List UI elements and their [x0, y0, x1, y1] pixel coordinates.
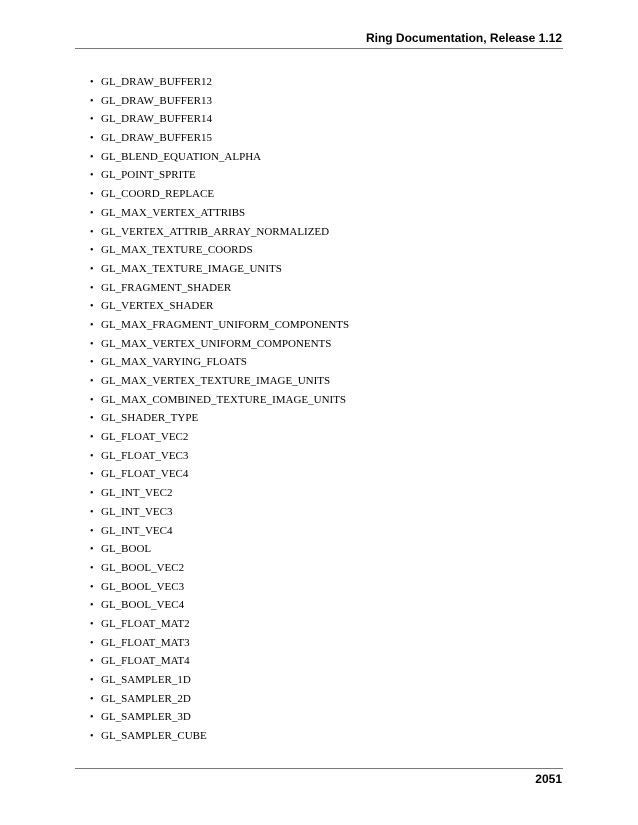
list-item: [90, 166, 349, 185]
constant-name: GL_INT_VEC2: [101, 487, 173, 500]
list-item: [90, 447, 349, 466]
bullet-icon: •: [90, 95, 94, 107]
constant-name: GL_SHADER_TYPE: [101, 412, 199, 425]
bullet-icon: •: [90, 506, 94, 518]
constant-name: GL_SAMPLER_2D: [101, 692, 191, 705]
constant-name: GL_FLOAT_VEC2: [101, 431, 189, 444]
constant-name: GL_MAX_TEXTURE_IMAGE_UNITS: [101, 262, 282, 275]
list-item: [90, 615, 349, 634]
bullet-icon: •: [90, 133, 94, 145]
bullet-icon: •: [90, 693, 94, 705]
bullet-icon: •: [90, 450, 94, 462]
constant-name: GL_MAX_VERTEX_ATTRIBS: [101, 206, 246, 219]
list-item: [90, 297, 349, 316]
list-item: [90, 353, 349, 372]
constant-name: GL_SAMPLER_1D: [101, 674, 191, 686]
list-item: [90, 204, 349, 223]
constant-name: GL_FLOAT_VEC3: [101, 449, 189, 462]
bullet-icon: •: [90, 338, 94, 350]
list-item: [90, 73, 349, 92]
list-item: [90, 335, 349, 354]
constant-name: GL_SAMPLER_CUBE: [101, 730, 207, 743]
bullet-icon: •: [90, 394, 94, 406]
bullet-icon: •: [90, 77, 94, 88]
constant-name: GL_MAX_TEXTURE_COORDS: [101, 244, 253, 257]
bullet-icon: •: [90, 581, 94, 593]
bullet-icon: •: [90, 488, 94, 500]
list-item: [90, 484, 349, 503]
running-header-title: Ring Documentation, Release 1.12: [365, 31, 562, 45]
bullet-icon: •: [90, 731, 94, 743]
constant-name: GL_INT_VEC3: [101, 505, 173, 518]
list-item: [90, 503, 349, 522]
constant-name: GL_BOOL_VEC2: [101, 561, 185, 574]
bullet-icon: •: [90, 245, 94, 257]
constant-name: GL_VERTEX_ATTRIB_ARRAY_NORMALIZED: [101, 225, 330, 238]
constant-name: GL_MAX_VERTEX_UNIFORM_COMPONENTS: [101, 337, 332, 350]
constant-name: GL_BOOL_VEC3: [101, 580, 185, 593]
bullet-icon: •: [90, 114, 94, 126]
constant-name: GL_FLOAT_VEC4: [101, 468, 189, 481]
list-item: [90, 634, 349, 653]
list-item: [90, 129, 349, 148]
constant-name: GL_MAX_FRAGMENT_UNIFORM_COMPONENTS: [101, 318, 350, 331]
list-item: [90, 223, 349, 242]
header-divider: [75, 48, 563, 49]
list-item: [90, 92, 349, 111]
list-item: [90, 391, 349, 410]
list-item: [90, 465, 349, 484]
list-item: [90, 148, 349, 167]
bullet-icon: •: [90, 226, 94, 238]
constant-name: GL_SAMPLER_3D: [101, 711, 191, 724]
list-item: [90, 522, 349, 541]
list-item: [90, 540, 349, 559]
constant-name: GL_MAX_VARYING_FLOATS: [101, 356, 247, 369]
constant-name: GL_MAX_COMBINED_TEXTURE_IMAGE_UNITS: [101, 393, 347, 406]
constant-name: GL_POINT_SPRITE: [101, 169, 196, 182]
constant-name: GL_INT_VEC4: [101, 524, 173, 537]
list-item: [90, 316, 349, 335]
list-item: [90, 652, 349, 671]
constant-name: GL_FLOAT_MAT4: [101, 655, 190, 668]
list-item: [90, 409, 349, 428]
bullet-icon: •: [90, 525, 94, 537]
list-item: [90, 671, 349, 690]
list-item: [90, 559, 349, 578]
constant-name: GL_DRAW_BUFFER15: [101, 132, 212, 145]
constant-name: GL_COORD_REPLACE: [101, 188, 215, 201]
list-item: [90, 596, 349, 615]
footer-divider: [75, 768, 563, 769]
bullet-icon: •: [90, 637, 94, 649]
bullet-icon: •: [90, 301, 94, 313]
list-item: [90, 185, 349, 204]
list-item: [90, 372, 349, 391]
list-item: [90, 241, 349, 260]
bullet-icon: •: [90, 207, 94, 219]
page-number: 2051: [535, 772, 562, 786]
bullet-icon: •: [90, 376, 94, 387]
bullet-icon: •: [90, 151, 94, 163]
bullet-icon: •: [90, 357, 94, 369]
list-item: [90, 690, 349, 709]
bullet-icon: •: [90, 600, 94, 612]
constant-name: GL_BLEND_EQUATION_ALPHA: [101, 150, 262, 163]
list-item: [90, 578, 349, 597]
list-item: [90, 110, 349, 129]
constant-name: GL_BOOL: [101, 543, 152, 556]
bullet-icon: •: [90, 319, 94, 331]
list-item: [90, 428, 349, 447]
constant-name: GL_MAX_VERTEX_TEXTURE_IMAGE_UNITS: [101, 375, 331, 387]
bullet-icon: •: [90, 432, 94, 444]
bullet-icon: •: [90, 712, 94, 724]
list-item: [90, 260, 349, 279]
constant-name: GL_DRAW_BUFFER14: [101, 113, 212, 126]
bullet-icon: •: [90, 282, 94, 294]
list-item: [90, 279, 349, 298]
bullet-icon: •: [90, 170, 94, 182]
bullet-icon: •: [90, 263, 94, 275]
bullet-icon: •: [90, 675, 94, 686]
bullet-icon: •: [90, 562, 94, 574]
bullet-icon: •: [90, 544, 94, 556]
constant-name: GL_FRAGMENT_SHADER: [101, 281, 232, 294]
bullet-icon: •: [90, 413, 94, 425]
bullet-icon: •: [90, 618, 94, 630]
constant-name: GL_VERTEX_SHADER: [101, 300, 214, 313]
constant-name: GL_FLOAT_MAT3: [101, 636, 190, 649]
bullet-icon: •: [90, 189, 94, 201]
constant-name: GL_DRAW_BUFFER12: [101, 76, 212, 88]
list-item: [90, 708, 349, 727]
constant-list: [90, 73, 349, 746]
bullet-icon: •: [90, 469, 94, 481]
constant-name: GL_BOOL_VEC4: [101, 599, 185, 612]
bullet-icon: •: [90, 656, 94, 668]
constant-name: GL_FLOAT_MAT2: [101, 617, 190, 630]
list-item: [90, 727, 349, 746]
constant-name: GL_DRAW_BUFFER13: [101, 94, 212, 107]
